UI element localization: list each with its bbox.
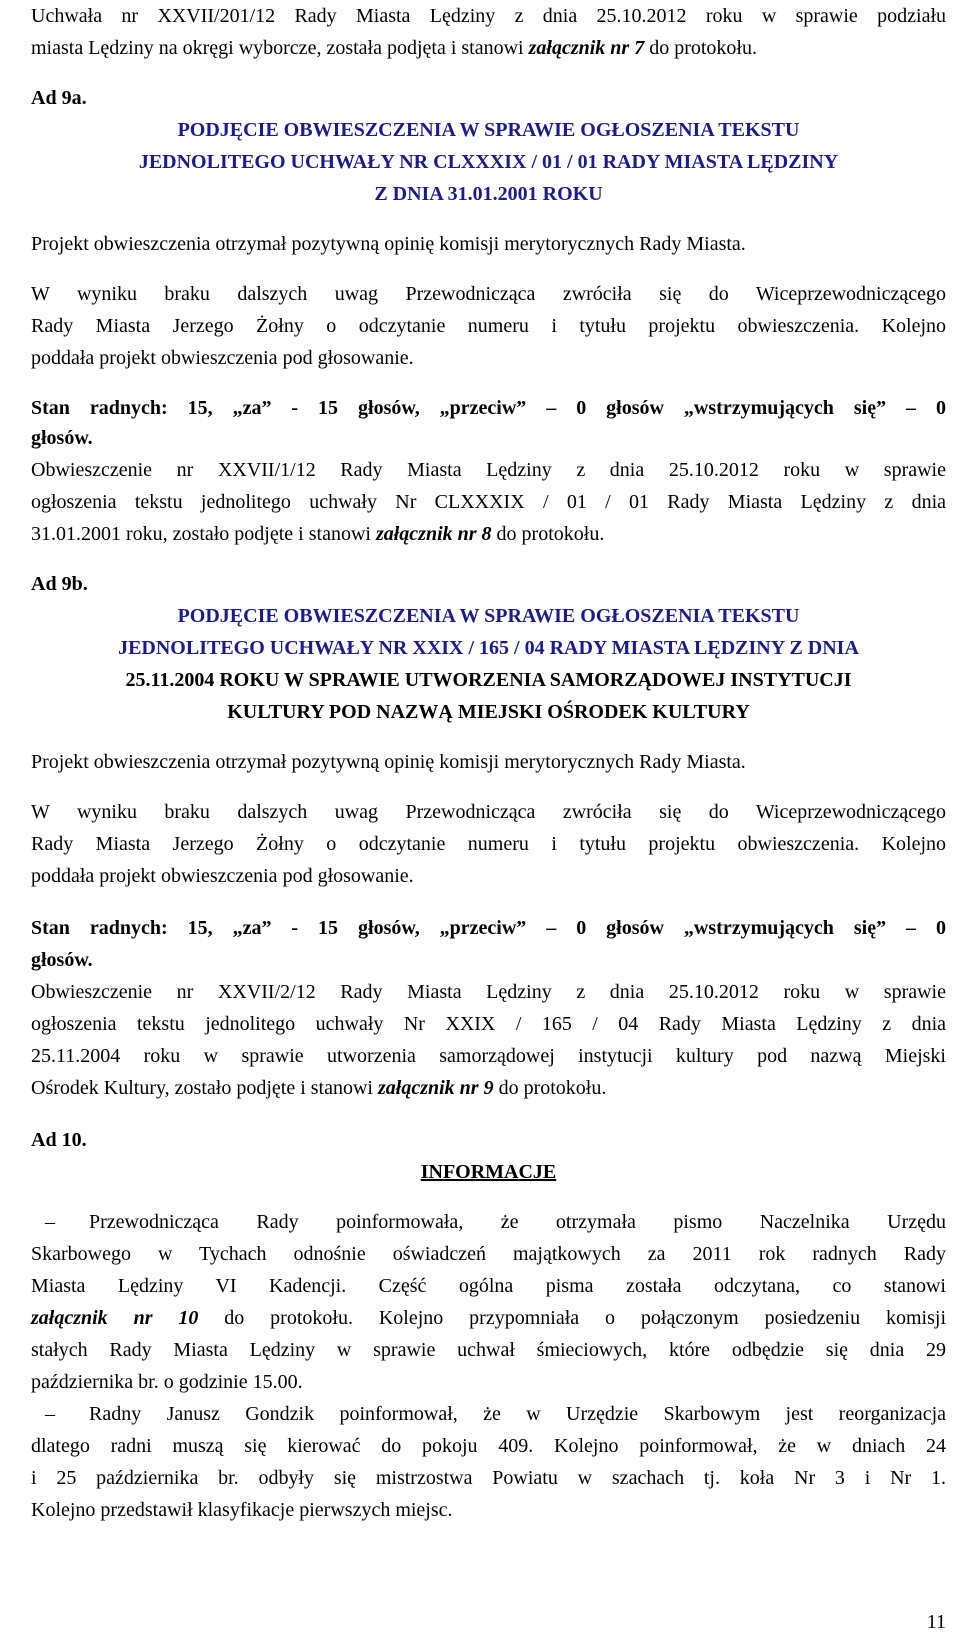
para-9b-line-2: Rady Miasta Jerzego Żołny o odczytanie numeru i tytułu projektu obwieszczenia. Kolejno	[31, 833, 946, 855]
para-9b-line-3: poddała projekt obwieszczenia pod głosowanie.	[31, 865, 414, 887]
result-9a-line-2: ogłoszenia tekstu jednolitego uchwały Nr CLXXXIX / 01 / 01 Rady Miasta Lędziny z dnia	[31, 491, 946, 513]
vote-9b-line-2: głosów.	[31, 949, 93, 971]
attachment-ref-7: załącznik nr 7	[528, 37, 645, 59]
section-heading-9b-line-3: 25.11.2004 ROKU W SPRAWIE UTWORZENIA SAMORZĄDOWEJ INSTYTUCJI	[125, 669, 852, 691]
attachment-ref-8: załącznik nr 8	[375, 523, 492, 545]
info-2-line-1: Radny Janusz Gondzik poinformował, że w Urzędzie Skarbowym jest reorganizacja	[89, 1403, 946, 1425]
dash-bullet-2: –	[45, 1403, 55, 1425]
result-9a-line-3: 31.01.2001 roku, zostało podjęte i stanowi załącznik nr 8 do protokołu.	[31, 523, 605, 545]
info-2-line-2: dlatego radni muszą się kierować do pokoju 409. Kolejno poinformował, że w dniach 24	[31, 1435, 946, 1457]
dash-bullet-1: –	[45, 1211, 55, 1233]
section-label-9a: Ad 9a.	[31, 87, 87, 109]
result-9a-line-1: Obwieszczenie nr XXVII/1/12 Rady Miasta Lędziny z dnia 25.10.2012 roku w sprawie	[31, 459, 946, 481]
section-heading-9a-line-1: PODJĘCIE OBWIESZCZENIA W SPRAWIE OGŁOSZENIA TEKSTU	[177, 119, 800, 141]
opinion-9b: Projekt obwieszczenia otrzymał pozytywną opinię komisji merytorycznych Rady Miasta.	[31, 751, 746, 773]
result-9b-line-1: Obwieszczenie nr XXVII/2/12 Rady Miasta Lędziny z dnia 25.10.2012 roku w sprawie	[31, 981, 946, 1003]
info-1-line-4: załącznik nr 10 do protokołu. Kolejno przypomniała o połączonym posiedzeniu komisji	[31, 1307, 947, 1329]
para-9a-line-2: Rady Miasta Jerzego Żołny o odczytanie numeru i tytułu projektu obwieszczenia. Kolejno	[31, 315, 946, 337]
info-1-line-5: stałych Rady Miasta Lędziny w sprawie uchwał śmieciowych, które odbędzie się dnia 29	[31, 1339, 946, 1361]
result-9b-line-4: Ośrodek Kultury, zostało podjęte i stanowi załącznik nr 9 do protokołu.	[31, 1077, 607, 1099]
info-1-line-1: Przewodnicząca Rady poinformowała, że otrzymała pismo Naczelnika Urzędu	[89, 1211, 946, 1233]
section-heading-9a-line-2: JEDNOLITEGO UCHWAŁY NR CLXXXIX / 01 / 01 RADY MIASTA LĘDZINY	[138, 151, 839, 173]
info-1-line-2: Skarbowego w Tychach odnośnie oświadczeń majątkowych za 2011 rok radnych Rady	[31, 1243, 946, 1265]
info-1-line-3: Miasta Lędziny VI Kadencji. Część ogólna pisma została odczytana, co stanowi	[31, 1275, 946, 1297]
attachment-ref-10: załącznik nr 10	[31, 1307, 199, 1329]
intro-line-2: miasta Lędziny na okręgi wyborcze, została podjęta i stanowi załącznik nr 7 do protokołu.	[31, 37, 757, 59]
result-9b-line-2: ogłoszenia tekstu jednolitego uchwały Nr XXIX / 165 / 04 Rady Miasta Lędziny z dnia	[31, 1013, 946, 1035]
vote-9a-line-1: Stan radnych: 15, „za” - 15 głosów, „przeciw” – 0 głosów „wstrzymujących się” – 0	[31, 397, 946, 419]
result-9b-line-3: 25.11.2004 roku w sprawie utworzenia samorządowej instytucji kultury pod nazwą Miejski	[31, 1045, 946, 1067]
info-1-line-6: października br. o godzinie 15.00.	[31, 1371, 303, 1393]
para-9a-line-3: poddała projekt obwieszczenia pod głosowanie.	[31, 347, 414, 369]
para-9a-line-1: W wyniku braku dalszych uwag Przewodnicząca zwróciła się do Wiceprzewodniczącego	[31, 283, 946, 305]
opinion-9a: Projekt obwieszczenia otrzymał pozytywną opinię komisji merytorycznych Rady Miasta.	[31, 233, 746, 255]
page-number: 11	[926, 1611, 946, 1633]
document-page	[31, 0, 960, 1645]
vote-9b-line-1: Stan radnych: 15, „za” - 15 głosów, „przeciw” – 0 głosów „wstrzymujących się” – 0	[31, 917, 946, 939]
section-heading-9a-line-3: Z DNIA 31.01.2001 ROKU	[374, 183, 603, 205]
section-heading-9b-line-2: JEDNOLITEGO UCHWAŁY NR XXIX / 165 / 04 RADY MIASTA LĘDZINY Z DNIA	[118, 637, 859, 659]
info-2-line-3: i 25 października br. odbyły się mistrzostwa Powiatu w szachach tj. koła Nr 3 i Nr 1.	[31, 1467, 946, 1489]
attachment-ref-9: załącznik nr 9	[377, 1077, 494, 1099]
section-heading-9b-line-4: KULTURY POD NAZWĄ MIEJSKI OŚRODEK KULTURY	[227, 701, 750, 723]
intro-line-1: Uchwała nr XXVII/201/12 Rady Miasta Lędziny z dnia 25.10.2012 roku w sprawie podziału	[31, 5, 946, 27]
vote-9a-line-2: głosów.	[31, 427, 93, 449]
para-9b-line-1: W wyniku braku dalszych uwag Przewodnicząca zwróciła się do Wiceprzewodniczącego	[31, 801, 946, 823]
section-heading-9b-line-1: PODJĘCIE OBWIESZCZENIA W SPRAWIE OGŁOSZENIA TEKSTU	[177, 605, 800, 627]
section-heading-10: INFORMACJE	[420, 1161, 557, 1183]
info-2-line-4: Kolejno przedstawił klasyfikacje pierwszych miejsc.	[31, 1499, 453, 1521]
section-label-10: Ad 10.	[31, 1129, 87, 1151]
section-label-9b: Ad 9b.	[31, 573, 88, 595]
